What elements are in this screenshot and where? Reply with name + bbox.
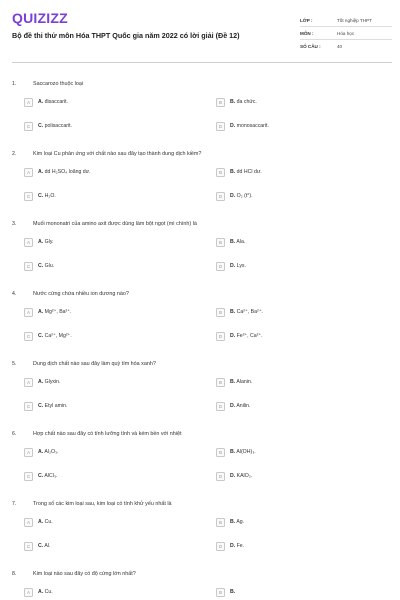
option-letter-box: D <box>216 542 225 551</box>
question-text: Hợp chất nào sau đây có tính lưỡng tính và kém bền với nhiệt <box>33 431 182 437</box>
option-letter-box: D <box>216 402 225 411</box>
option-label: Al. <box>44 543 51 549</box>
option-label: đa chức. <box>236 99 257 105</box>
option-letter-box: A <box>24 98 33 107</box>
question-text: Kim loại nào sau đây có độ cứng lớn nhất? <box>33 571 136 577</box>
option-prefix: A. <box>38 99 44 105</box>
answer-option-c[interactable] <box>24 541 50 551</box>
option-letter-box: A <box>24 378 33 387</box>
option-letter-box: B <box>216 448 225 457</box>
option-label: polisaccarit. <box>44 123 73 129</box>
option-letter-box: C <box>24 472 33 481</box>
option-letter-box: D <box>216 472 225 481</box>
option-text <box>230 123 269 129</box>
option-label: dd HCl dư. <box>236 169 262 175</box>
answer-option-d[interactable] <box>216 121 269 131</box>
option-label: Al(OH)₃. <box>236 449 256 455</box>
answer-option-c[interactable] <box>24 331 72 341</box>
answer-option-b[interactable] <box>216 377 252 387</box>
option-text <box>230 309 263 315</box>
option-text <box>230 543 244 549</box>
answer-option-a[interactable] <box>24 237 53 247</box>
answer-option-c[interactable] <box>24 471 57 481</box>
option-label: Ala. <box>236 239 246 245</box>
option-text <box>38 333 72 339</box>
answer-option-d[interactable] <box>216 541 244 551</box>
quizizz-logo: QUIZIZZ <box>12 10 68 26</box>
option-letter-box: D <box>216 122 225 131</box>
option-prefix: A. <box>38 449 44 455</box>
option-prefix: C. <box>38 543 44 549</box>
meta-value: 40 <box>337 44 343 49</box>
option-label: Fe²⁺, Ca²⁺. <box>236 333 263 339</box>
option-prefix: C. <box>38 473 44 479</box>
answer-option-c[interactable] <box>24 261 54 271</box>
option-text <box>38 263 54 269</box>
option-prefix: C. <box>38 263 44 269</box>
option-prefix: A. <box>38 239 44 245</box>
question-header <box>12 289 392 299</box>
question-header <box>12 429 392 439</box>
worksheet-title: Bộ đề thi thử môn Hóa THPT Quốc gia năm 2022 có lời giải (Đề 12) <box>12 31 240 40</box>
option-prefix: D. <box>230 543 236 549</box>
question-number: 7. <box>12 501 17 507</box>
option-letter-box: C <box>24 262 33 271</box>
question-item <box>12 359 392 409</box>
question-text: Kim loại Cu phản ứng với chất nào sau đây tạo thành dung dịch kiềm? <box>33 151 202 157</box>
question-header <box>12 569 392 579</box>
answer-option-b[interactable] <box>216 447 256 457</box>
option-label: KAlO₂. <box>236 473 253 479</box>
option-label: Ca²⁺, Ba²⁺. <box>236 309 263 315</box>
option-letter-box: D <box>216 332 225 341</box>
answer-option-b[interactable] <box>216 517 244 527</box>
option-text <box>230 473 252 479</box>
option-label: Cu. <box>44 589 53 595</box>
answer-option-b[interactable] <box>216 97 257 107</box>
option-text <box>230 449 256 455</box>
question-header <box>12 499 392 509</box>
option-label: O₂ (t°). <box>236 193 253 199</box>
option-letter-box: C <box>24 122 33 131</box>
option-prefix: D. <box>230 263 236 269</box>
option-letter-box: B <box>216 98 225 107</box>
option-text <box>38 379 61 385</box>
question-item <box>12 569 392 595</box>
option-label: AlCl₃. <box>44 473 58 479</box>
answer-option-c[interactable] <box>24 191 56 201</box>
worksheet-meta <box>300 14 392 53</box>
option-text <box>38 589 53 595</box>
option-label: Fe. <box>236 543 245 549</box>
option-letter-box: B <box>216 518 225 527</box>
option-label: Al₂O₃. <box>44 449 59 455</box>
option-text <box>38 169 91 175</box>
question-text: Nước cứng chứa nhiều ion dương nào? <box>33 291 129 297</box>
question-number: 4. <box>12 291 17 297</box>
answer-option-b[interactable] <box>216 237 245 247</box>
question-number: 8. <box>12 571 17 577</box>
option-text <box>38 519 53 525</box>
meta-label: MÔN : <box>300 30 314 36</box>
option-prefix: C. <box>38 333 44 339</box>
meta-row-count <box>300 40 392 53</box>
answer-option-d[interactable] <box>216 261 246 271</box>
option-text <box>230 239 245 245</box>
option-text <box>230 263 246 269</box>
option-prefix: B. <box>230 239 236 245</box>
option-prefix: D. <box>230 473 236 479</box>
option-letter-box: B <box>216 168 225 177</box>
question-item <box>12 289 392 339</box>
question-header <box>12 149 392 159</box>
answer-option-b[interactable] <box>216 307 263 317</box>
option-label: dd H₂SO₄ loãng dư. <box>44 169 91 175</box>
option-letter-box: A <box>24 168 33 177</box>
option-text <box>230 519 244 525</box>
option-prefix: A. <box>38 309 44 315</box>
option-prefix: D. <box>230 403 236 409</box>
option-letter-box: B <box>216 238 225 247</box>
option-text <box>38 309 71 315</box>
answer-option-a[interactable] <box>24 447 59 457</box>
option-letter-box: A <box>24 518 33 527</box>
question-header <box>12 219 392 229</box>
meta-row-class <box>300 14 392 27</box>
option-label: monosaccarit. <box>236 123 269 129</box>
option-label: Mg²⁺, Ba²⁺. <box>44 309 72 315</box>
option-prefix: B. <box>230 309 236 315</box>
question-text: Saccarozo thuộc loại <box>33 81 84 87</box>
option-text <box>38 239 53 245</box>
option-letter-box: A <box>24 448 33 457</box>
option-prefix: D. <box>230 333 236 339</box>
option-prefix: C. <box>38 403 44 409</box>
question-text: Trong số các kim loại sau, kim loại có tính khử yếu nhất là <box>33 501 172 507</box>
answer-option-c[interactable] <box>24 401 67 411</box>
option-prefix: B. <box>230 99 236 105</box>
option-letter-box: C <box>24 542 33 551</box>
answer-option-d[interactable] <box>216 401 250 411</box>
option-prefix: A. <box>38 379 44 385</box>
option-letter-box: B <box>216 378 225 387</box>
option-label: H₂O. <box>44 193 56 199</box>
meta-row-subject <box>300 27 392 40</box>
answer-option-a[interactable] <box>24 377 61 387</box>
question-item <box>12 499 392 549</box>
option-prefix: C. <box>38 123 44 129</box>
meta-label: LỚP : <box>300 17 313 23</box>
answer-option-b[interactable] <box>216 587 235 597</box>
option-text <box>230 99 257 105</box>
option-prefix: A. <box>38 169 44 175</box>
option-label: Glyxin. <box>44 379 61 385</box>
question-item <box>12 149 392 199</box>
option-label: Ag. <box>236 519 245 525</box>
question-header <box>12 79 392 89</box>
option-label: Ca²⁺, Mg²⁺. <box>44 333 72 339</box>
option-label: Etyl amin. <box>44 403 68 409</box>
option-letter-box: B <box>216 308 225 317</box>
option-prefix: D. <box>230 123 236 129</box>
option-letter-box: D <box>216 192 225 201</box>
question-number: 5. <box>12 361 17 367</box>
question-number: 2. <box>12 151 17 157</box>
option-label: Lys. <box>236 263 246 269</box>
question-header <box>12 359 392 369</box>
question-text: Muối mononatri của amino axit được dùng làm bột ngọt (mì chính) là <box>33 221 197 227</box>
option-letter-box: B <box>216 588 225 597</box>
answer-option-d[interactable] <box>216 331 263 341</box>
option-text <box>38 403 67 409</box>
question-number: 6. <box>12 431 17 437</box>
option-prefix: B. <box>230 449 236 455</box>
option-prefix: D. <box>230 193 236 199</box>
question-item <box>12 429 392 479</box>
answer-option-a[interactable] <box>24 517 53 527</box>
option-text <box>38 473 57 479</box>
option-letter-box: D <box>216 262 225 271</box>
option-letter-box: A <box>24 238 33 247</box>
option-letter-box: A <box>24 308 33 317</box>
meta-label: SỐ CÂU : <box>300 44 321 49</box>
header-divider <box>12 62 392 63</box>
question-text: Dung dịch chất nào sau đây làm quỳ tím hóa xanh? <box>33 361 156 367</box>
option-letter-box: C <box>24 332 33 341</box>
option-label: Glu. <box>44 263 55 269</box>
answer-option-a[interactable] <box>24 587 53 597</box>
option-letter-box: A <box>24 588 33 597</box>
question-number: 3. <box>12 221 17 227</box>
option-text <box>230 193 253 199</box>
option-text <box>230 333 263 339</box>
meta-value: Hóa học <box>337 30 355 36</box>
option-label: Gly. <box>44 239 54 245</box>
question-item <box>12 219 392 269</box>
answer-option-a[interactable] <box>24 97 68 107</box>
question-item <box>12 79 392 129</box>
option-letter-box: C <box>24 192 33 201</box>
answer-option-c[interactable] <box>24 121 72 131</box>
option-prefix: B. <box>230 589 236 595</box>
option-prefix: A. <box>38 589 44 595</box>
option-label: Anilin. <box>236 403 251 409</box>
option-prefix: A. <box>38 519 44 525</box>
option-text <box>38 193 56 199</box>
option-label: Alanin. <box>236 379 253 385</box>
answer-option-a[interactable] <box>24 307 71 317</box>
option-prefix: B. <box>230 169 236 175</box>
option-text <box>38 123 72 129</box>
answer-option-d[interactable] <box>216 471 252 481</box>
option-letter-box: C <box>24 402 33 411</box>
option-text <box>230 169 262 175</box>
option-text <box>230 589 235 595</box>
option-label: Cu. <box>44 519 53 525</box>
option-text <box>38 543 50 549</box>
question-number: 1. <box>12 81 17 87</box>
option-text <box>230 403 250 409</box>
option-prefix: B. <box>230 519 236 525</box>
option-text <box>38 449 59 455</box>
option-prefix: B. <box>230 379 236 385</box>
meta-value: Tốt nghiệp THPT <box>337 17 372 23</box>
answer-option-d[interactable] <box>216 191 253 201</box>
option-text <box>38 99 68 105</box>
option-text <box>230 379 252 385</box>
answer-option-b[interactable] <box>216 167 262 177</box>
option-prefix: C. <box>38 193 44 199</box>
answer-option-a[interactable] <box>24 167 91 177</box>
option-label: đisaccarit. <box>44 99 68 105</box>
